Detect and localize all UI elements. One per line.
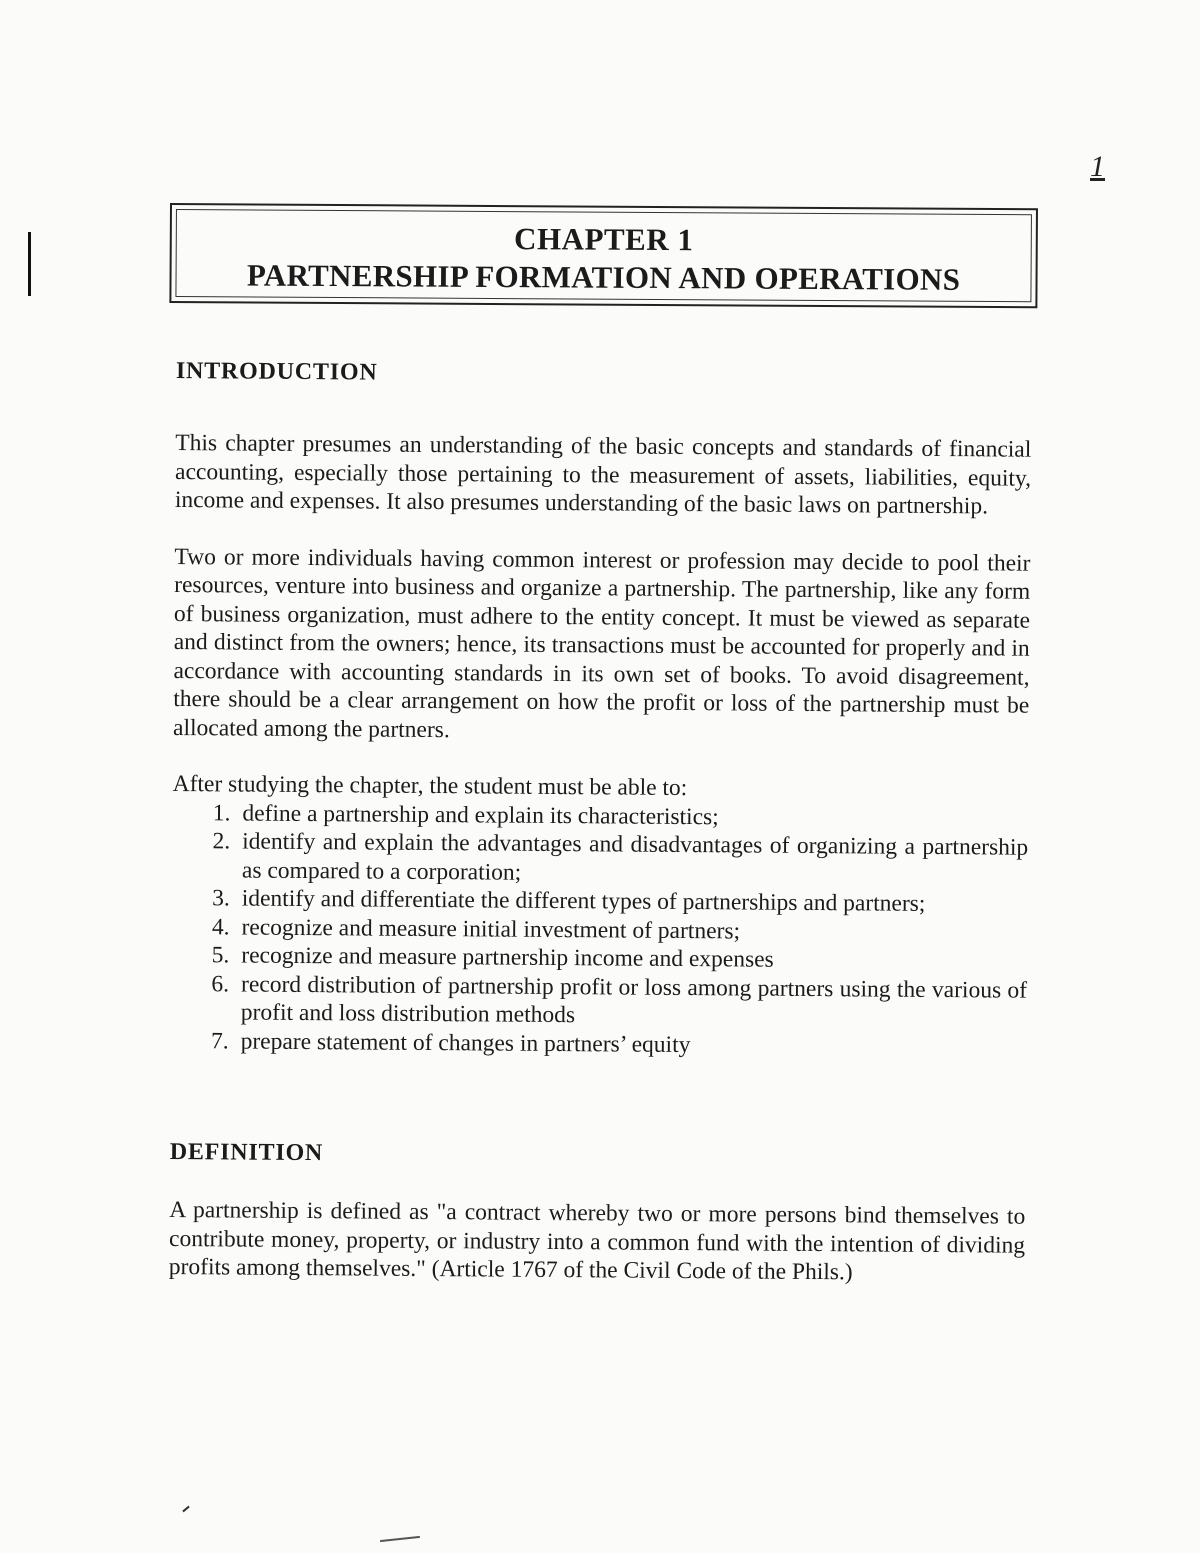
objective-text: identify and differentiate the different types of partnerships and partners; bbox=[241, 885, 926, 917]
page-number: 1 bbox=[1090, 150, 1105, 183]
definition-heading: DEFINITION bbox=[169, 1138, 324, 1167]
objective-number: 6. bbox=[211, 970, 230, 997]
objective-text: recognize and measure partnership income and expenses bbox=[241, 942, 774, 973]
objective-text: identify and explain the advantages and disadvantages of organizing a partnership as compared to a corporation; bbox=[241, 828, 1029, 886]
objectives-lead: After studying the chapter, the student must be able to: bbox=[172, 770, 688, 802]
objective-number: 7. bbox=[210, 1027, 229, 1054]
document-body bbox=[169, 358, 1032, 1288]
margin-bar bbox=[28, 232, 31, 296]
objective-number: 1. bbox=[212, 799, 231, 826]
objective-number: 2. bbox=[212, 828, 231, 855]
definition-paragraph: A partnership is defined as "a contract whereby two or more persons bind themselves to contribute money, property, or industry into a common fund with the intention of dividing profits among themselves." (Article 1767 of the Civil Code of the Phils.) bbox=[168, 1196, 1026, 1286]
chapter-label: CHAPTER 1 bbox=[514, 221, 694, 258]
objective-number: 3. bbox=[212, 885, 230, 912]
objective-item bbox=[171, 969, 1027, 1033]
scan-tick-mark bbox=[182, 1506, 189, 1513]
objectives-list bbox=[171, 798, 1029, 1061]
objective-item bbox=[172, 827, 1028, 891]
objective-text: recognize and measure initial investment of partners; bbox=[241, 914, 741, 944]
scan-smudge bbox=[380, 1536, 420, 1542]
introduction-paragraph-2: Two or more individuals having common interest or profession may decide to pool their resources, venture into business and organize a partnership. The partnership, like any form of business organization, must adhere to the entity concept. It must be viewed as separate and distinct from the owners; hence, its transactions must be accounted for properly and in accordance with accounting standards in its own set of books. To avoid disagreement, there should be a clear arrangement on how the profit or loss of the partnership must be allocated among the partners. bbox=[172, 543, 1031, 743]
objective-number: 4. bbox=[211, 913, 230, 940]
objective-item bbox=[171, 1026, 1027, 1061]
chapter-title: PARTNERSHIP FORMATION AND OPERATIONS bbox=[246, 257, 961, 297]
objective-number: 5. bbox=[211, 942, 230, 969]
introduction-heading: INTRODUCTION bbox=[175, 358, 378, 386]
introduction-paragraph-1: This chapter presumes an understanding of the basic concepts and standards of financial accounting, especially those pertaining to the measurement of assets, liabilities, equity, income and expenses. It also presumes understanding of the basic laws on partnership. bbox=[174, 429, 1032, 520]
objective-text: record distribution of partnership profit or loss among partners using the various of profit and loss distribution methods bbox=[240, 971, 1028, 1029]
objective-text: define a partnership and explain its characteristics; bbox=[242, 800, 719, 830]
objective-text: prepare statement of changes in partners’ equity bbox=[240, 1028, 691, 1058]
chapter-title-box bbox=[169, 203, 1038, 308]
